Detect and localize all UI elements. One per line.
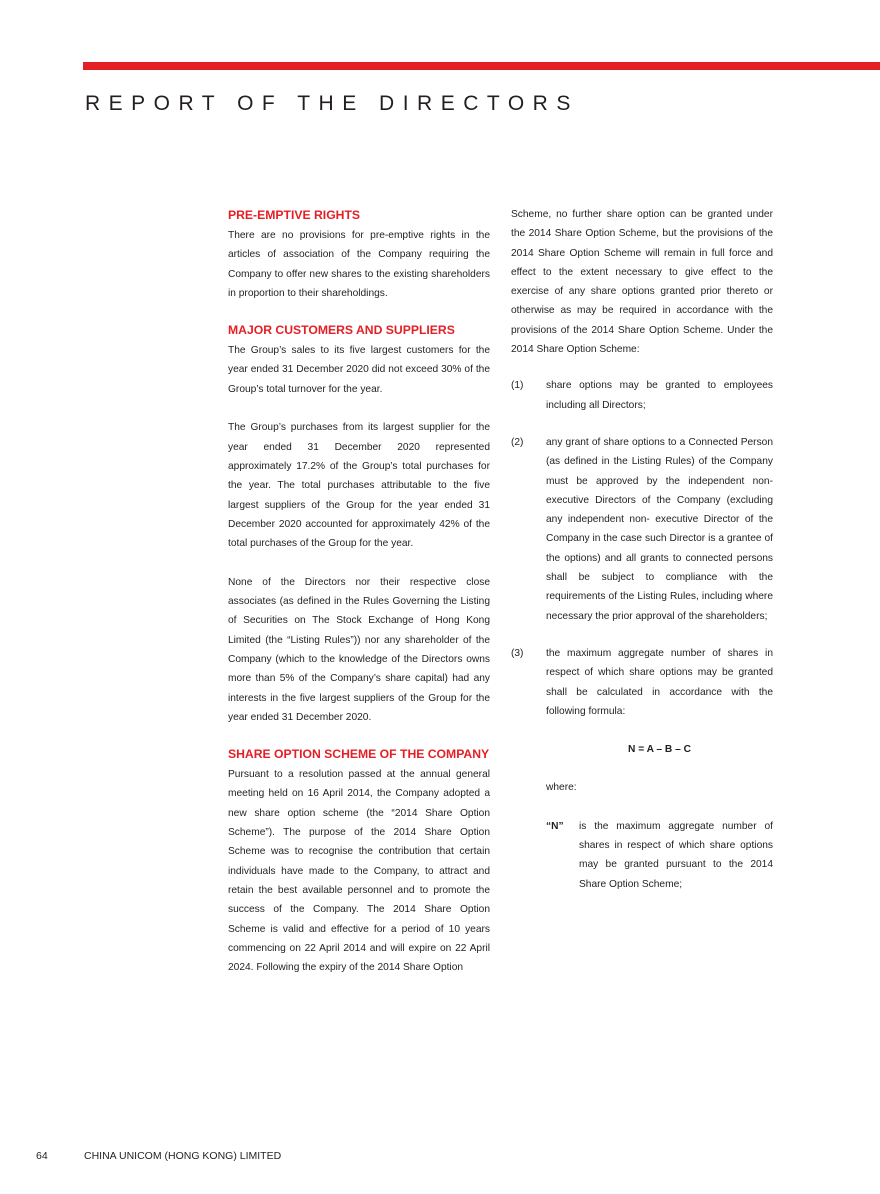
page-title: REPORT OF THE DIRECTORS (85, 92, 579, 116)
definition-n (511, 817, 773, 894)
header-accent-bar (83, 62, 880, 70)
list-item (511, 376, 773, 415)
share-option-continuation: Scheme, no further share option can be granted under the 2014 Share Option Scheme, but the provisions of the 2014 Share Option Scheme will remain in full force and effect to the extent necessary to give effect to the exercise of any share options granted prior thereto or otherwise as may be required in accordance with the provisions of the 2014 Share Option Scheme. Under the 2014 Share Option Scheme: (511, 209, 773, 356)
definition-text: is the maximum aggregate number of shares in respect of which share options may be granted pursuant to the 2014 Share Option Scheme; (579, 820, 773, 890)
right-column (511, 205, 773, 894)
share-option-heading: SHARE OPTION SCHEME OF THE COMPANY (228, 747, 490, 762)
list-item-text: the maximum aggregate number of shares in respect of which share options may be granted shall be calculated in accordance with the following formula: (546, 647, 773, 717)
company-name: CHINA UNICOM (HONG KONG) LIMITED (84, 1150, 282, 1162)
major-customers-para-3: None of the Directors nor their respective close associates (as defined in the Rules Governing the Listing of Securities on The Stock Exchange of Hong Kong Limited (the “Listing Rules”)) nor any shareholder of the Company (which to the knowledge of the Directors owns more than 5% of the Company’s share capital) had any interests in the five largest suppliers of the Group for the year ended 31 December 2020. (228, 576, 490, 723)
major-customers-para-2: The Group’s purchases from its largest supplier for the year ended 31 December 2020 represented approximately 17.2% of the Group’s total purchases for the year. The total purchases attributable to the five largest suppliers of the Group for the year ended 31 December 2020 accounted for approximately 42% of the total purchases of the Group for the year. (228, 422, 490, 550)
list-item (511, 433, 773, 626)
list-item-text: share options may be granted to employees including all Directors; (546, 380, 773, 411)
where-label: where: (546, 782, 577, 794)
left-column (228, 205, 490, 977)
list-item-text: any grant of share options to a Connected Person (as defined in the Listing Rules) of the Company must be approved by the independent non-executive Directors of the Company (excluding any independent non- executive Director of the Company in the case such Director is a grantee of the options) and all grants to connected persons shall be subject to compliance with the requirements of the Listing Rules, including where necessary the prior approval of the shareholders; (546, 436, 773, 622)
page-number: 64 (36, 1150, 48, 1162)
share-option-para-1: Pursuant to a resolution passed at the annual general meeting held on 16 April 2014, the Company adopted a new share option scheme (the “2014 Share Option Scheme”). The purpose of the 2014 Share Option Scheme was to recognise the contribution that certain individuals have made to the Company, to attract and retain the best available personnel and to promote the success of the Company. The 2014 Share Option Scheme is valid and effective for a period of 10 years commencing on 22 April 2014 and will expire on 22 April 2024. Following the expiry of the 2014 Share Option (228, 769, 490, 974)
definition-term: “N” (546, 820, 564, 832)
list-item-number: (2) (511, 436, 524, 448)
list-item-number: (3) (511, 647, 524, 659)
major-customers-heading: MAJOR CUSTOMERS AND SUPPLIERS (228, 323, 455, 338)
list-item (511, 644, 773, 721)
list-item-number: (1) (511, 380, 524, 392)
formula: N = A – B – C (628, 744, 691, 756)
pre-emptive-rights-heading: PRE-EMPTIVE RIGHTS (228, 208, 361, 222)
pre-emptive-rights-body: There are no provisions for pre-emptive rights in the articles of association of the Company requiring the Company to offer new shares to the existing shareholders in proportion to their shareholdings. (228, 230, 490, 299)
major-customers-para-1: The Group’s sales to its five largest customers for the year ended 31 December 2020 did not exceed 30% of the Group’s total turnover for the year. (228, 345, 490, 395)
scheme-terms-list (511, 376, 773, 721)
